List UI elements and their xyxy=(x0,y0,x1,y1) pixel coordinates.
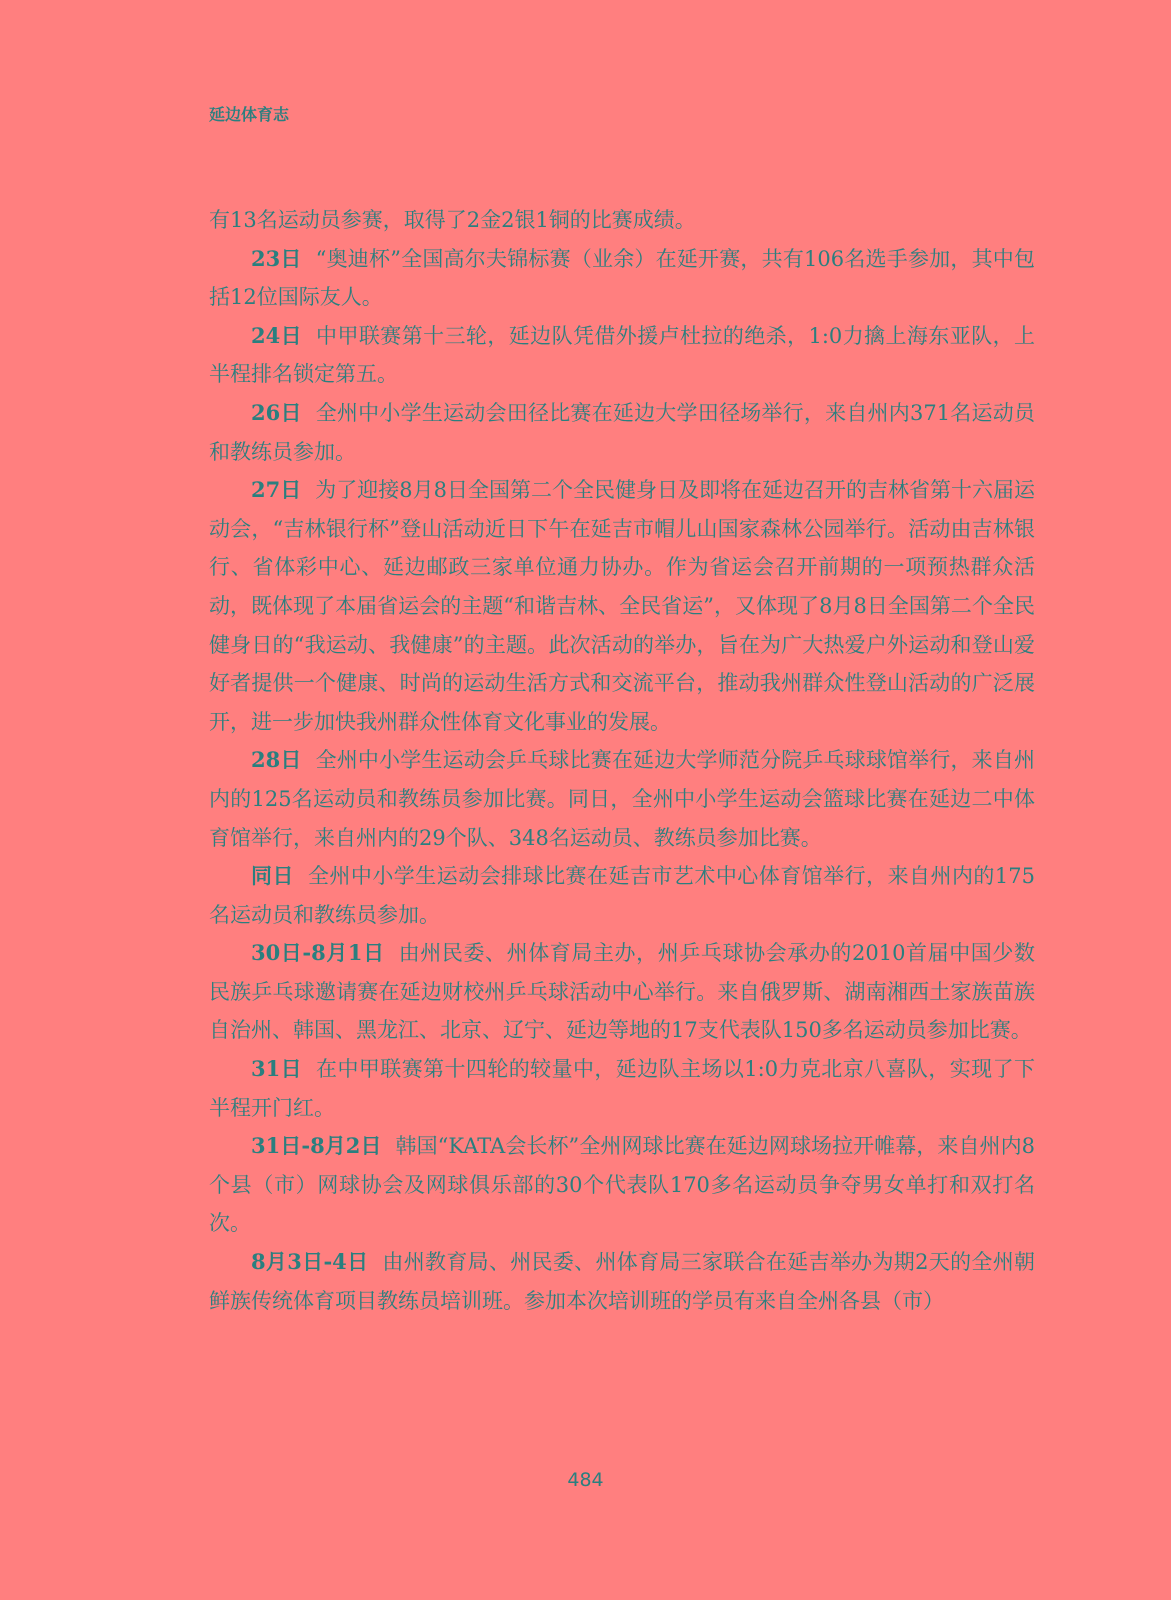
paragraph-text: 为了迎接8月8日全国第二个全民健身日及即将在延边召开的吉林省第十六届运动会，“吉林银行杯”登山活动近日下午在延吉市帽儿山国家森林公园举行。活动由吉林银行、省体彩中心、延边邮政三家单位通力协办。作为省运会召开前期的一项预热群众活动，既体现了本届省运会的主题“和谐吉林、全民省运”，又体现了8月8日全国第二个全民健身日的“我运动、我健康”的主题。此次活动的举办，旨在为广大热爱户外运动和登山爱好者提供一个健康、时尚的运动生活方式和交流平台，推动我州群众性登山活动的广泛展开，进一步加快我州群众性体育文化事业的发展。 xyxy=(209,478,1035,734)
body-text xyxy=(209,201,1035,1320)
paragraph-4 xyxy=(209,471,1035,741)
paragraph-text: 全州中小学生运动会排球比赛在延吉市艺术中心体育馆举行，来自州内的175名运动员和教练员参加。 xyxy=(209,864,1035,927)
running-header: 延边体育志 xyxy=(209,105,290,124)
entry-date: 27日 xyxy=(251,477,302,503)
paragraph-text: 全州中小学生运动会乒乓球比赛在延边大学师范分院乒乓球球馆举行，来自州内的125名运动员和教练员参加比赛。同日，全州中小学生运动会篮球比赛在延边二中体育馆举行，来自州内的29个队、348名运动员、教练员参加比赛。 xyxy=(209,748,1035,850)
entry-date: 同日 xyxy=(251,863,294,889)
paragraph-7 xyxy=(209,934,1035,1050)
entry-date: 30日-8月1日 xyxy=(251,940,385,966)
paragraph-text: 由州民委、州体育局主办，州乒乓球协会承办的2010首届中国少数民族乒乓球邀请赛在延边财校州乒乓球活动中心举行。来自俄罗斯、湖南湘西土家族苗族自治州、韩国、黑龙江、北京、辽宁、延边等地的17支代表队150多名运动员参加比赛。 xyxy=(209,941,1035,1043)
paragraph-3 xyxy=(209,394,1035,471)
paragraph-5 xyxy=(209,741,1035,857)
paragraph-text: 有13名运动员参赛，取得了2金2银1铜的比赛成绩。 xyxy=(209,208,696,232)
entry-date: 28日 xyxy=(251,747,302,773)
paragraph-10 xyxy=(209,1243,1035,1320)
paragraph-text: 由州教育局、州民委、州体育局三家联合在延吉举办为期2天的全州朝鲜族传统体育项目教练员培训班。参加本次培训班的学员有来自全州各县（市） xyxy=(209,1250,1035,1313)
paragraph-text: 全州中小学生运动会田径比赛在延边大学田径场举行，来自州内371名运动员和教练员参加。 xyxy=(209,400,1035,464)
page-number: 484 xyxy=(567,1469,604,1491)
paragraph-1 xyxy=(209,240,1035,317)
paragraph-text: 中甲联赛第十三轮，延边队凭借外援卢杜拉的绝杀，1:0力擒上海东亚队，上半程排名锁定第五。 xyxy=(209,323,1035,387)
paragraph-8 xyxy=(209,1050,1035,1127)
paragraph-text: 在中甲联赛第十四轮的较量中，延边队主场以1:0力克北京八喜队，实现了下半程开门红。 xyxy=(209,1057,1035,1120)
paragraph-text: “奥迪杯”全国高尔夫锦标赛（业余）在延开赛，共有106名选手参加，其中包括12位国际友人。 xyxy=(209,246,1035,310)
paragraph-text: 韩国“KATA会长杯”全州网球比赛在延边网球场拉开帷幕，来自州内8个县（市）网球协会及网球俱乐部的30个代表队170多名运动员争夺男女单打和双打名次。 xyxy=(209,1134,1035,1236)
paragraph-9 xyxy=(209,1127,1035,1243)
paragraph-6 xyxy=(209,857,1035,934)
entry-date: 23日 xyxy=(251,245,302,271)
entry-date: 31日 xyxy=(251,1056,303,1082)
entry-date: 31日-8月2日 xyxy=(251,1133,382,1159)
entry-date: 24日 xyxy=(251,322,303,348)
paragraph-2 xyxy=(209,317,1035,394)
entry-date: 26日 xyxy=(251,399,302,425)
entry-date: 8月3日-4日 xyxy=(251,1249,369,1275)
paragraph-0 xyxy=(209,201,1035,240)
